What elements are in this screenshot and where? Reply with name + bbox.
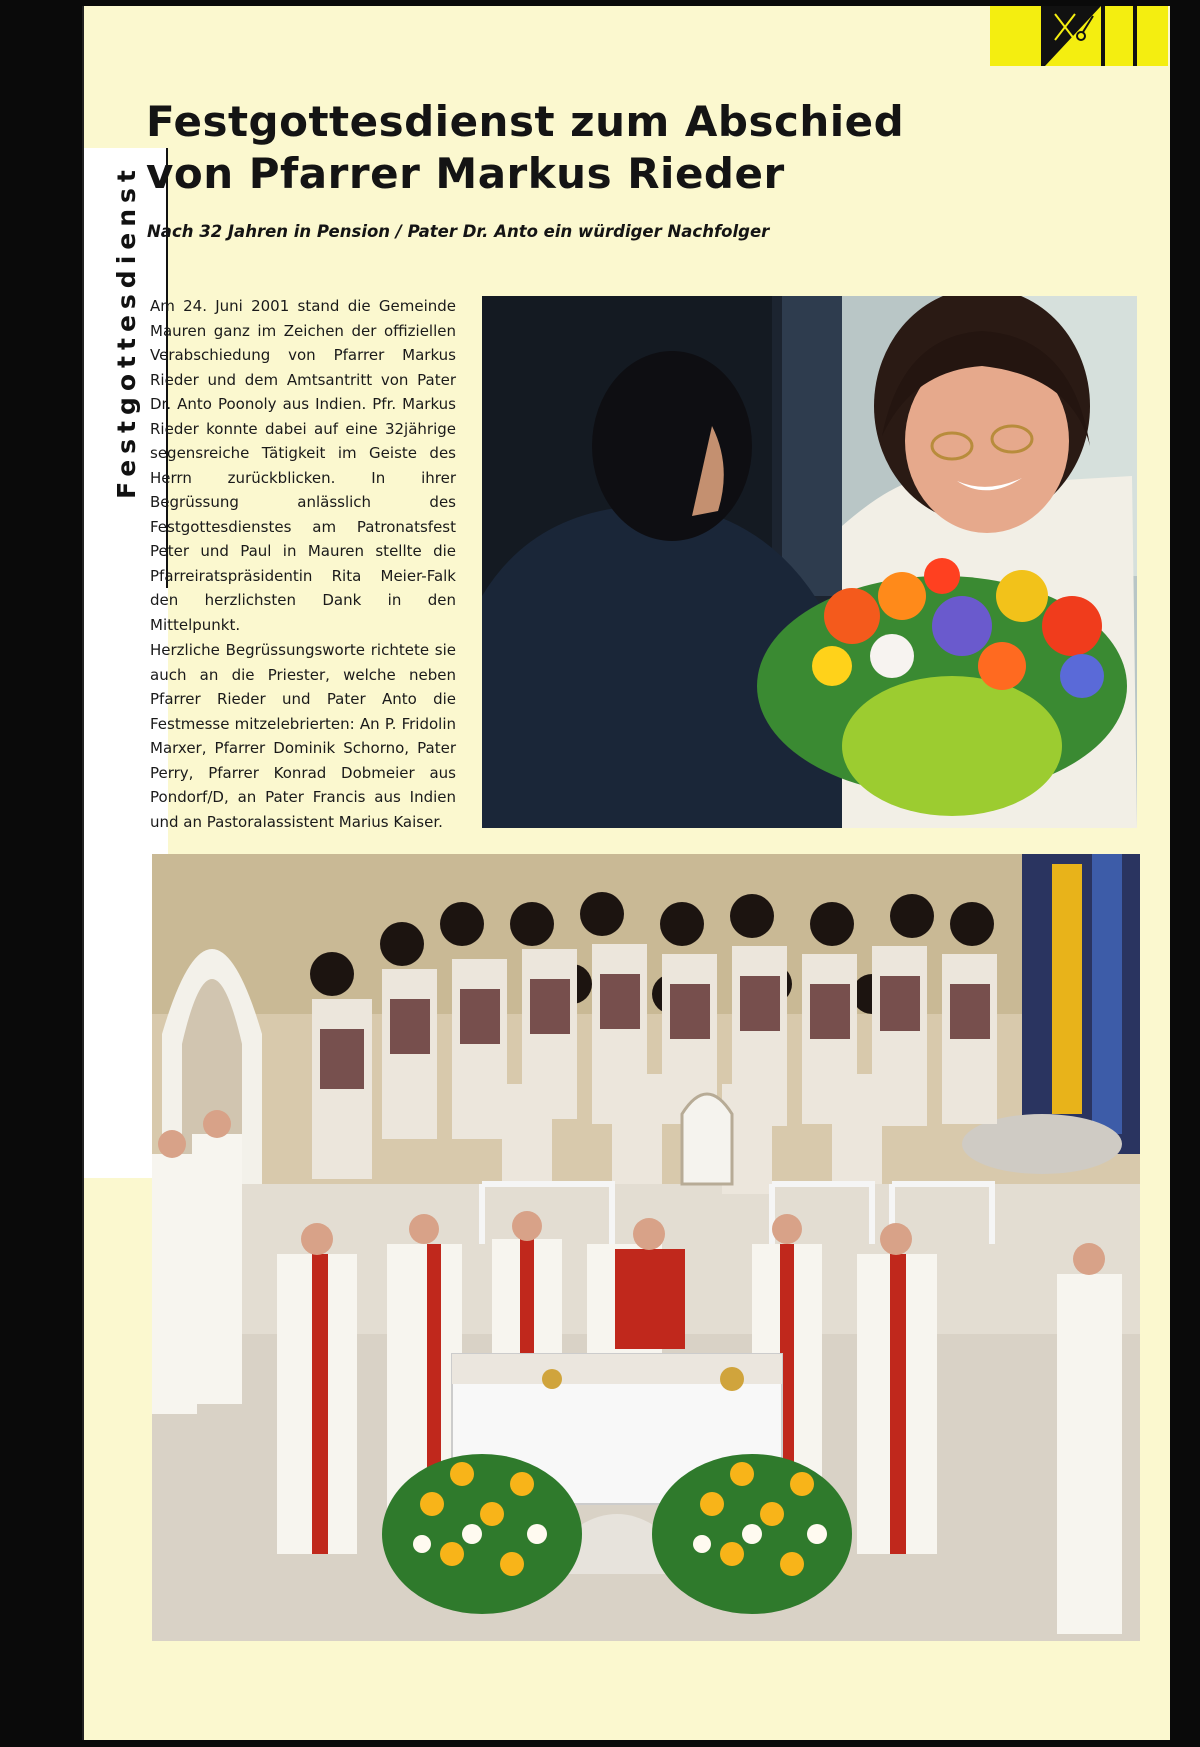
- section-tabs: [990, 6, 1168, 66]
- article-subtitle: Nach 32 Jahren in Pension / Pater Dr. Anto ein würdiger Nachfolger: [147, 222, 770, 241]
- tab-blank-3: [1105, 6, 1137, 66]
- crossed-keys-icon: [1045, 6, 1101, 66]
- section-label-text: Festgottesdienst: [111, 163, 141, 499]
- tab-blank-4: [1137, 6, 1168, 66]
- photo-bouquet-greeting: [482, 296, 1137, 828]
- tab-blank-1: [990, 6, 1045, 66]
- article-title: Festgottesdienst zum Abschied von Pfarrer Markus Rieder: [146, 97, 905, 198]
- photo-church-service: [152, 854, 1140, 1641]
- tab-keys: [1045, 6, 1105, 66]
- article-paragraph-1: Am 24. Juni 2001 stand die Gemeinde Mauren ganz im Zeichen der offiziellen Verabschiedung von Pfarrer Markus Rieder und dem Amtsantritt von Pater Dr. Anto Poonoly aus Indien. Pfr. Markus Rieder konnte dabei auf eine 32jährige segensreiche Tätigkeit im Geiste des Herrn zurückblicken. In ihrer Begrüssung anlässlich des Festgottesdienstes am Patronatsfest Peter und Paul in Mauren stellte die Pfarreiratspräsidentin Rita Meier-Falk den herzlichsten Dank in den Mittelpunkt.: [150, 297, 456, 634]
- article-paragraph-2: Herzliche Begrüssungsworte richtete sie auch an die Priester, welche neben Pfarrer Rieder und Pater Anto die Festmesse mitzelebrierten: An P. Fridolin Marxer, Pfarrer Dominik Schorno, Pater Perry, Pfarrer Konrad Dobmeier aus Pondorf/D, an Pater Francis aus Indien und an Pastoralassistent Marius Kaiser.: [150, 641, 456, 831]
- section-label: [106, 163, 146, 499]
